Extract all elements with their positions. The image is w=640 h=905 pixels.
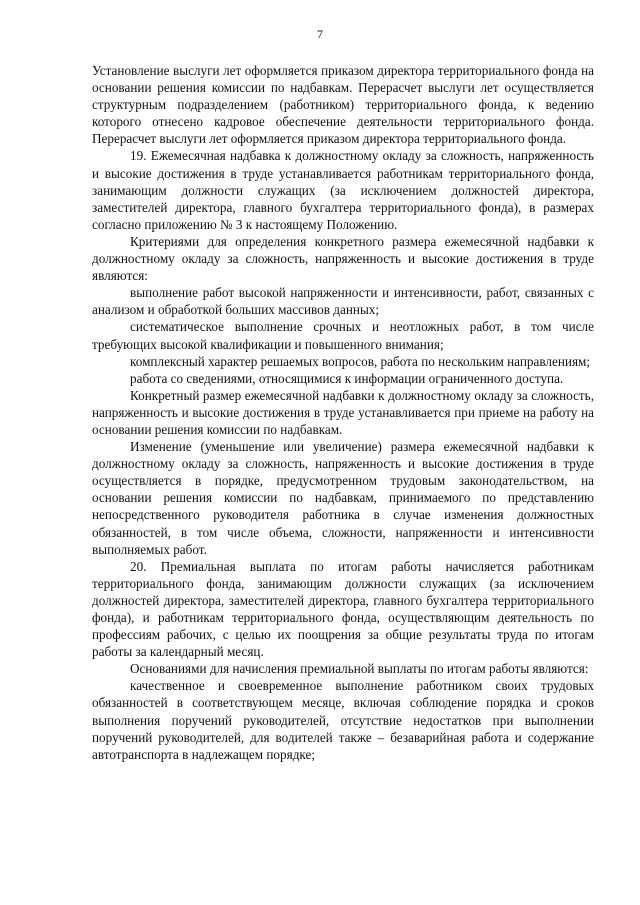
paragraph-service-length: Установление выслуги лет оформляется приказом директора территориального фонда на основании решения комиссии по надбавкам. Перерасчет выслуги лет осуществляется структурным подразделением (работником) территориального фонда, к ведению которого отнесено кадровое обеспечение деятельности территориального фонда. Перерасчет выслуги лет оформляется приказом директора территориального фонда.: [92, 63, 594, 147]
paragraph-criterion-high-intensity: выполнение работ высокой напряженности и интенсивности, работ, связанных с анализом и обработкой больших массивов данных;: [92, 285, 594, 318]
page-number: 7: [317, 27, 323, 41]
paragraph-criterion-urgent-work: систематическое выполнение срочных и неотложных работ, в том числе требующих высокой квалификации и повышенного внимания;: [92, 319, 594, 352]
paragraph-criteria-intro: Критериями для определения конкретного размера ежемесячной надбавки к должностному окладу за сложность, напряженность и высокие достижения в труде являются:: [92, 233, 594, 284]
paragraph-19-allowance: 19. Ежемесячная надбавка к должностному окладу за сложность, напряженность и высокие достижения в труде устанавливается работникам территориального фонда, занимающим должности служащих (за исключением должностей директора, заместителей директора, главного бухгалтера территориального фонда), в размерах согласно приложению № 3 к настоящему Положению.: [92, 148, 594, 232]
paragraph-bonus-ground-quality: качественное и своевременное выполнение работником своих трудовых обязанностей в соответствующем месяце, включая соблюдение порядка и сроков выполнения поручений руководителей, отсутствие недостатков при выполнении поручений руководителей, для водителей также – безаварийная работа и содержание автотранспорта в надлежащем порядке;: [92, 678, 594, 762]
paragraph-criterion-restricted-info: работа со сведениями, относящимися к информации ограниченного доступа.: [130, 370, 564, 386]
paragraph-20-bonus: 20. Премиальная выплата по итогам работы начисляется работникам территориального фонда, занимающим должности служащих (за исключением должностей директора, заместителей директора, главного бухгалтера территориального фонда), и работникам территориального фонда, осуществляющим деятельность по профессиям рабочих, с целью их поощрения за общие результаты труда по итогам работы за календарный месяц.: [92, 558, 594, 660]
paragraph-allowance-on-hire: Конкретный размер ежемесячной надбавки к должностному окладу за сложность, напряженность и высокие достижения в труде устанавливается при приеме на работу на основании решения комиссии по надбавкам.: [92, 387, 594, 437]
paragraph-bonus-grounds-intro: Основаниями для начисления премиальной выплаты по итогам работы являются:: [130, 661, 589, 677]
document-body: [92, 62, 594, 763]
paragraph-allowance-change: Изменение (уменьшение или увеличение) размера ежемесячной надбавки к должностному окладу за сложность, напряженность и высокие достижения в труде осуществляется в порядке, предусмотренном трудовым законодательством, на основании решения комиссии по надбавкам, принимаемого по представлению непосредственного руководителя работника в случае изменения должностных обязанностей, в том числе объема, сложности, напряженности и интенсивности выполняемых работ.: [92, 439, 594, 557]
paragraph-criterion-complex-tasks: комплексный характер решаемых вопросов, работа по нескольким направлениям;: [130, 353, 591, 369]
